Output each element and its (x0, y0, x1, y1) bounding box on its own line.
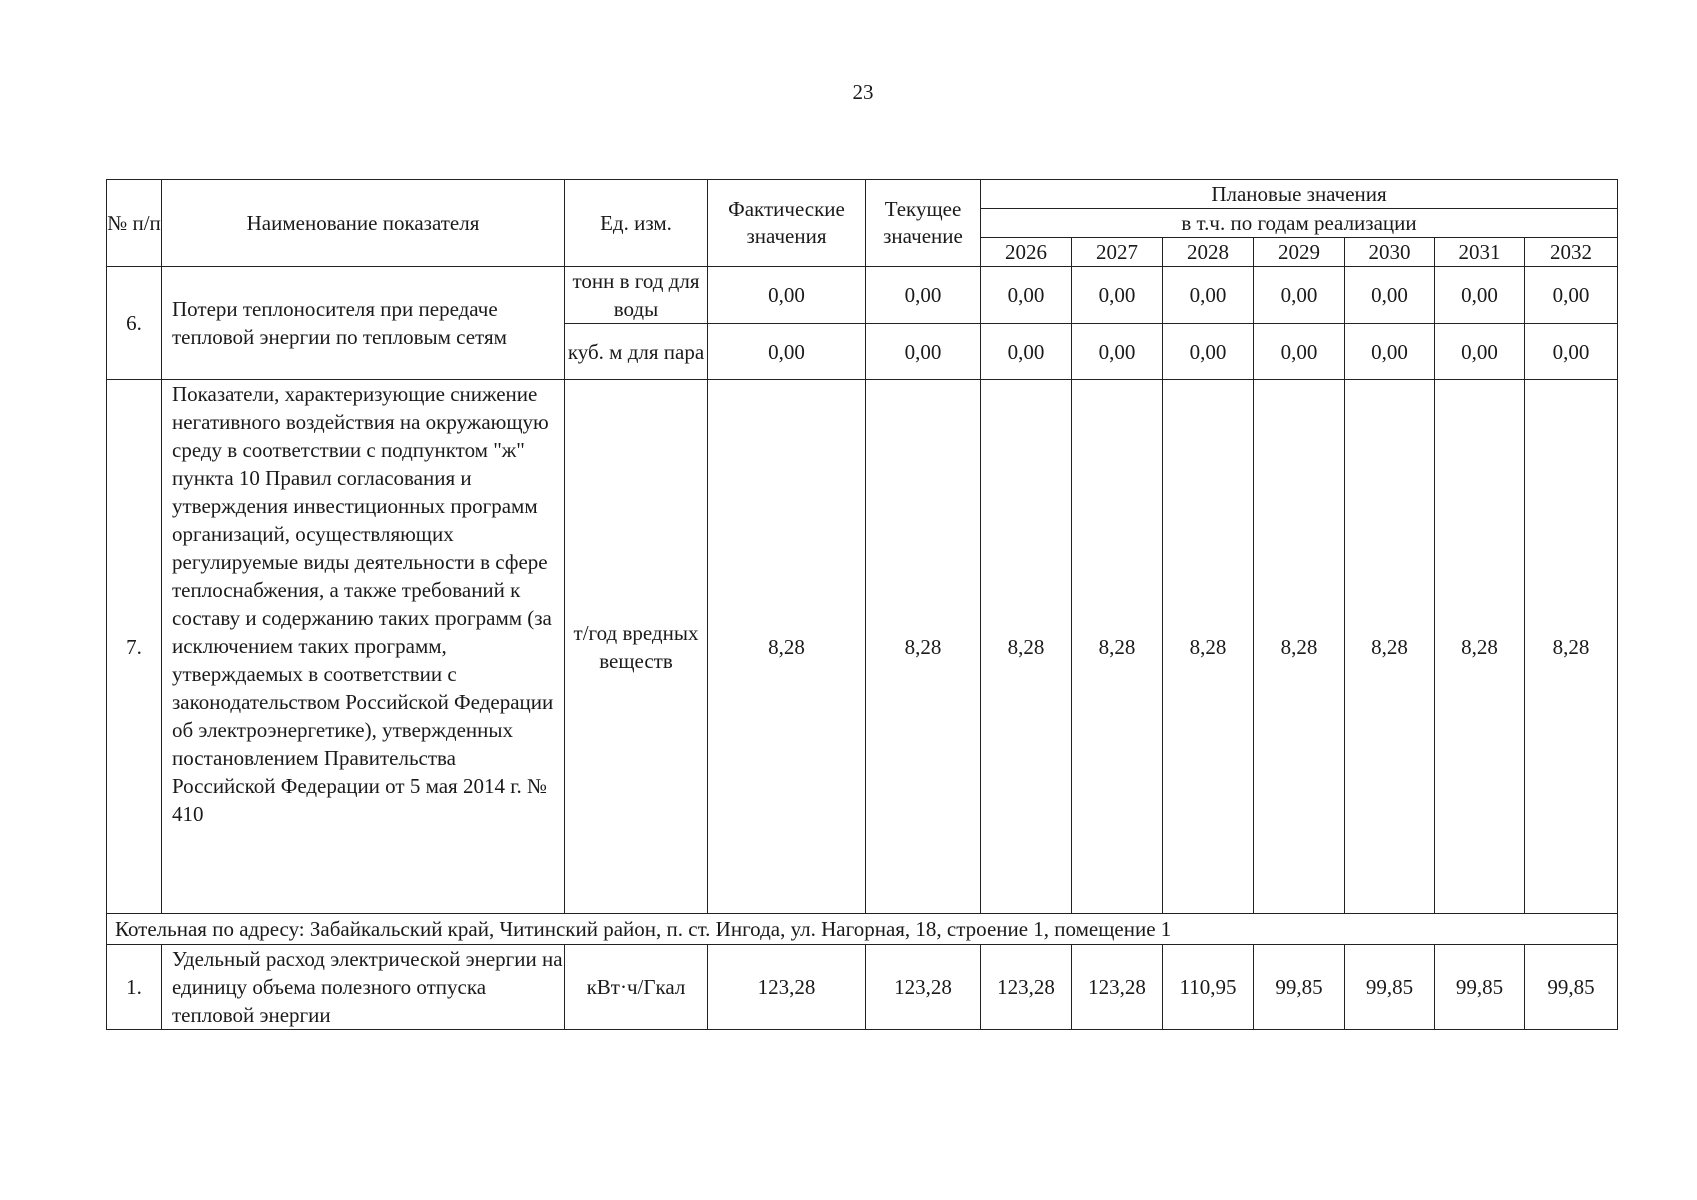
row-value: 0,00 (1072, 267, 1163, 324)
row-current: 0,00 (866, 267, 981, 324)
row-value: 8,28 (981, 380, 1072, 914)
header-current: Текущее значение (866, 180, 981, 267)
page-number: 23 (852, 80, 874, 104)
table-row (107, 945, 1618, 1030)
row-value: 8,28 (1435, 380, 1525, 914)
header-year: 2027 (1072, 238, 1163, 267)
row-actual: 0,00 (708, 267, 866, 324)
row-name: Удельный расход электрической энергии на единицу объема полезного отпуска тепловой энергии (162, 945, 565, 1030)
row-num: 6. (107, 267, 162, 380)
row-value: 110,95 (1163, 945, 1254, 1030)
section-row (107, 914, 1618, 945)
row-value: 0,00 (1254, 324, 1345, 380)
section-title: Котельная по адресу: Забайкальский край, Читинский район, п. ст. Ингода, ул. Нагорная, 18, строение 1, помещение 1 (107, 914, 1618, 945)
row-value: 0,00 (1163, 324, 1254, 380)
row-value: 0,00 (1525, 267, 1618, 324)
row-value: 8,28 (1525, 380, 1618, 914)
row-value: 0,00 (1072, 324, 1163, 380)
row-value: 99,85 (1254, 945, 1345, 1030)
row-name: Потери теплоносителя при передаче тепловой энергии по тепловым сетям (162, 267, 565, 380)
row-value: 8,28 (1163, 380, 1254, 914)
row-value: 99,85 (1345, 945, 1435, 1030)
header-actual: Фактические значения (708, 180, 866, 267)
row-unit: т/год вредных веществ (565, 380, 708, 914)
header-year: 2029 (1254, 238, 1345, 267)
header-num: № п/п (107, 180, 162, 267)
indicators-table (106, 179, 1618, 1030)
row-num: 1. (107, 945, 162, 1030)
row-unit: кВт·ч/Гкал (565, 945, 708, 1030)
header-name: Наименование показателя (162, 180, 565, 267)
header-year: 2032 (1525, 238, 1618, 267)
row-current: 123,28 (866, 945, 981, 1030)
row-value: 0,00 (1254, 267, 1345, 324)
row-value: 99,85 (1435, 945, 1525, 1030)
row-value: 99,85 (1525, 945, 1618, 1030)
row-value: 0,00 (981, 267, 1072, 324)
row-value: 0,00 (1435, 324, 1525, 380)
table-row (107, 267, 1618, 324)
row-unit: тонн в год для воды (565, 267, 708, 324)
row-value: 0,00 (1525, 324, 1618, 380)
row-actual: 123,28 (708, 945, 866, 1030)
row-value: 0,00 (1345, 267, 1435, 324)
row-value: 8,28 (1345, 380, 1435, 914)
row-value: 8,28 (1072, 380, 1163, 914)
header-year: 2030 (1345, 238, 1435, 267)
row-value: 0,00 (1163, 267, 1254, 324)
row-value: 0,00 (1345, 324, 1435, 380)
row-value: 0,00 (1435, 267, 1525, 324)
header-planned: Плановые значения (981, 180, 1618, 209)
header-year: 2028 (1163, 238, 1254, 267)
header-unit: Ед. изм. (565, 180, 708, 267)
row-value: 123,28 (1072, 945, 1163, 1030)
row-value: 8,28 (1254, 380, 1345, 914)
row-actual: 8,28 (708, 380, 866, 914)
header-row-1 (107, 180, 1618, 209)
row-value: 123,28 (981, 945, 1072, 1030)
row-value: 0,00 (981, 324, 1072, 380)
header-by-years: в т.ч. по годам реализации (981, 209, 1618, 238)
row-num: 7. (107, 380, 162, 914)
row-unit: куб. м для пара (565, 324, 708, 380)
header-year: 2026 (981, 238, 1072, 267)
table-row (107, 380, 1618, 914)
row-current: 8,28 (866, 380, 981, 914)
row-name: Показатели, характеризующие снижение негативного воздействия на окружающую среду в соответствии с подпунктом "ж" пункта 10 Правил согласования и утверждения инвестиционных программ организаций, осуществляющих регулируемые виды деятельности в сфере теплоснабжения, а также требований к составу и содержанию таких программ (за исключением таких программ, утверждаемых в соответствии с законодательством Российской Федерации об электроэнергетике), утвержденных постановлением Правительства Российской Федерации от 5 мая 2014 г. № 410 (162, 380, 565, 914)
header-year: 2031 (1435, 238, 1525, 267)
row-current: 0,00 (866, 324, 981, 380)
row-actual: 0,00 (708, 324, 866, 380)
